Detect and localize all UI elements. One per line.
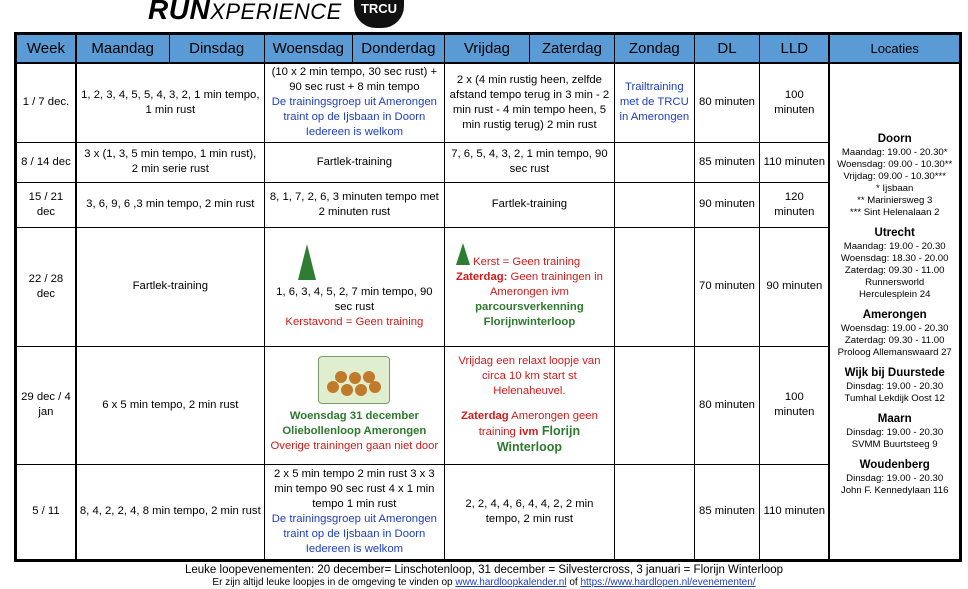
loc-line: Woensdag: 19.00 - 20.30 [840, 323, 949, 335]
week-cell: 5 / 11 [17, 464, 76, 559]
col-locaties: Locaties [829, 35, 959, 64]
wodo-text: 2 x 5 min tempo 2 min rust 3 x 3 min tempo 90 sec rust 4 x 1 min tempo 1 min rust [273, 467, 435, 510]
loc-city: Wijk bij Duurstede [844, 367, 945, 380]
table-row [17, 464, 960, 559]
table-row [17, 63, 960, 142]
loc-line: Woensdag: 18.30 - 20.00 [840, 253, 949, 265]
vrza-cell: 2 x (4 min rustig heen, zelfde afstand tempo terug in 3 min - 2 min rust - 4 min tempo heen, 5 min rustig terug) 2 min rust [444, 63, 614, 142]
loc-line: Maandag: 19.00 - 20.30* [841, 147, 948, 159]
loc-line: Runnersworld [865, 277, 925, 289]
loc-line: Dinsdag: 19.00 - 20.30 [846, 381, 944, 393]
zo-cell [614, 346, 694, 464]
col-maandag: Maandag [76, 35, 169, 64]
wodo-cell [264, 346, 444, 464]
table-row [17, 182, 960, 227]
loc-line: Zaterdag: 09.30 - 11.00 [844, 265, 945, 277]
loc-line: Proloog Allemanswaard 27 [837, 347, 952, 359]
wodo-cell [264, 63, 444, 142]
col-woensdag: Woensdag [264, 35, 352, 64]
dl-cell: 85 minuten [694, 142, 760, 182]
madi-cell: 6 x 5 min tempo, 2 min rust [76, 346, 264, 464]
runxperience-logo: RUNXPERIENCE [148, 0, 342, 25]
wodo-cell: 8, 1, 7, 2, 6, 3 minuten tempo met 2 minuten rust [264, 182, 444, 227]
col-week: Week [17, 35, 76, 64]
trcu-badge: TRCU [354, 0, 404, 28]
zo-cell [614, 227, 694, 346]
vrza-text: Vrijdag een relaxt loopje van circa 10 km start st Helenaheuvel. [458, 355, 601, 397]
footer-text: Er zijn altijd leuke loopjes in de omgeving te vinden op [212, 577, 456, 588]
loc-line: *** Sint Helenalaan 2 [849, 207, 940, 219]
lld-cell: 100 minuten [760, 346, 830, 464]
vrza-cell: 7, 6, 5, 4, 3, 2, 1 min tempo, 90 sec rust [444, 142, 614, 182]
loc-line: Vrijdag: 09.00 - 10.30*** [843, 171, 946, 183]
lld-cell: 110 minuten [760, 142, 830, 182]
hardloopkalender-link[interactable]: www.hardloopkalender.nl [455, 577, 567, 588]
schedule-table [14, 32, 962, 562]
wodo-cell [264, 227, 444, 346]
madi-cell: 1, 2, 3, 4, 5, 5, 4, 3, 2, 1 min tempo, 1 min rust [76, 63, 264, 142]
hardlopen-link[interactable]: https://www.hardlopen.nl/evenementen/ [580, 577, 756, 588]
loc-line: Woensdag: 09.00 - 10.30** [837, 159, 953, 171]
week-cell: 22 / 28 dec [17, 227, 76, 346]
wodo-cell [264, 464, 444, 559]
locaties-cell [829, 63, 959, 559]
footer-text: of [566, 577, 581, 588]
madi-cell: 3, 6, 9, 6 ,3 min tempo, 2 min rust [76, 182, 264, 227]
wodo-text: (10 x 2 min tempo, 30 sec rust) + 90 sec rust + 8 min tempo [271, 66, 438, 94]
loc-line: ** Mariniersweg 3 [857, 195, 933, 207]
footer [0, 563, 968, 589]
week-cell: 15 / 21 dec [17, 182, 76, 227]
dl-cell: 80 minuten [694, 346, 760, 464]
loc-line: * Ijsbaan [876, 183, 914, 195]
col-zondag: Zondag [614, 35, 694, 64]
vrza-text: Florijn Winterloop [496, 424, 581, 454]
wodo-note: Overige trainingen gaan niet door [270, 440, 439, 452]
week-cell: 1 / 7 dec. [17, 63, 76, 142]
header [0, 0, 968, 30]
loc-line: Dinsdag: 19.00 - 20.30 [846, 473, 944, 485]
vrza-text: parcoursverkenning Florijnwinterloop [475, 301, 584, 328]
vrza-text: Geen trainingen in Amerongen ivm [489, 271, 603, 298]
wodo-note: De trainingsgroep uit Amerongen traint op de Ijsbaan in Doorn Iedereen is welkom [271, 96, 437, 139]
vrza-text: Amerongen geen training [478, 410, 598, 438]
loc-line: Tumhal Lekdijk Oost 12 [844, 393, 945, 405]
madi-cell: 8, 4, 2, 2, 4, 8 min tempo, 2 min rust [76, 464, 264, 559]
vrza-cell: Fartlek-training [444, 182, 614, 227]
christmas-tree-icon [298, 244, 316, 280]
oliebollenloop-logo [318, 356, 390, 404]
dl-cell: 80 minuten [694, 63, 760, 142]
loc-city: Doorn [877, 133, 912, 146]
table-row [17, 227, 960, 346]
lld-cell: 110 minuten [760, 464, 830, 559]
col-vrijdag: Vrijdag [444, 35, 529, 64]
loc-city: Utrecht [874, 227, 915, 240]
col-dinsdag: Dinsdag [169, 35, 264, 64]
vrza-label: Zaterdag [460, 410, 509, 422]
lld-cell: 120 minuten [760, 182, 830, 227]
zo-cell [614, 182, 694, 227]
zo-cell [614, 464, 694, 559]
wodo-text: Woensdag 31 december Oliebollenloop Amerongen [282, 410, 427, 437]
header-row [17, 35, 960, 64]
zo-cell [614, 142, 694, 182]
col-dl: DL [694, 35, 760, 64]
week-cell: 8 / 14 dec [17, 142, 76, 182]
vrza-text: ivm [518, 426, 539, 438]
dl-cell: 90 minuten [694, 182, 760, 227]
lld-cell: 100 minuten [760, 63, 830, 142]
loc-city: Amerongen [862, 309, 927, 322]
loc-line: SVMM Buurtsteeg 9 [851, 439, 938, 451]
vrza-text: Kerst = Geen training [473, 256, 581, 268]
madi-cell: Fartlek-training [76, 227, 264, 346]
wodo-text: 1, 6, 3, 4, 5, 2, 7 min tempo, 90 sec rust [276, 285, 433, 313]
vrza-label: Zaterdag: [455, 271, 508, 283]
col-zaterdag: Zaterdag [529, 35, 614, 64]
loc-line: Dinsdag: 19.00 - 20.30 [846, 427, 944, 439]
vrza-cell [444, 346, 614, 464]
week-cell: 29 dec / 4 jan [17, 346, 76, 464]
zo-cell: Trailtraining met de TRCU in Amerongen [614, 63, 694, 142]
lld-cell: 90 minuten [760, 227, 830, 346]
col-lld: LLD [760, 35, 830, 64]
dl-cell: 70 minuten [694, 227, 760, 346]
loc-city: Maarn [877, 413, 912, 426]
loc-line: Maandag: 19.00 - 20.30 [843, 241, 946, 253]
wodo-note: Kerstavond = Geen training [285, 315, 424, 328]
loc-city: Woudenberg [859, 459, 930, 472]
madi-cell: 3 x (1, 3, 5 min tempo, 1 min rust), 2 min serie rust [76, 142, 264, 182]
table-row [17, 142, 960, 182]
loc-line: Zaterdag: 09.30 - 11.00 [844, 335, 945, 347]
loc-line: John F. Kennedylaan 116 [840, 485, 949, 497]
vrza-cell [444, 227, 614, 346]
dl-cell: 85 minuten [694, 464, 760, 559]
table-row [17, 346, 960, 464]
christmas-tree-icon [456, 243, 470, 265]
vrza-cell: 2, 2, 4, 4, 6, 4, 4, 2, 2 min tempo, 2 min rust [444, 464, 614, 559]
wodo-note: De trainingsgroep uit Amerongen traint op de Ijsbaan in Doorn Iedereen is welkom [271, 512, 437, 555]
loc-line: Herculesplein 24 [858, 289, 931, 301]
wodo-cell: Fartlek-training [264, 142, 444, 182]
footer-events: Leuke loopevenementen: 20 december= Linschotenloop, 31 december = Silvestercross, 3 januari = Florijn Winterloop [184, 564, 784, 576]
col-donderdag: Donderdag [352, 35, 444, 64]
